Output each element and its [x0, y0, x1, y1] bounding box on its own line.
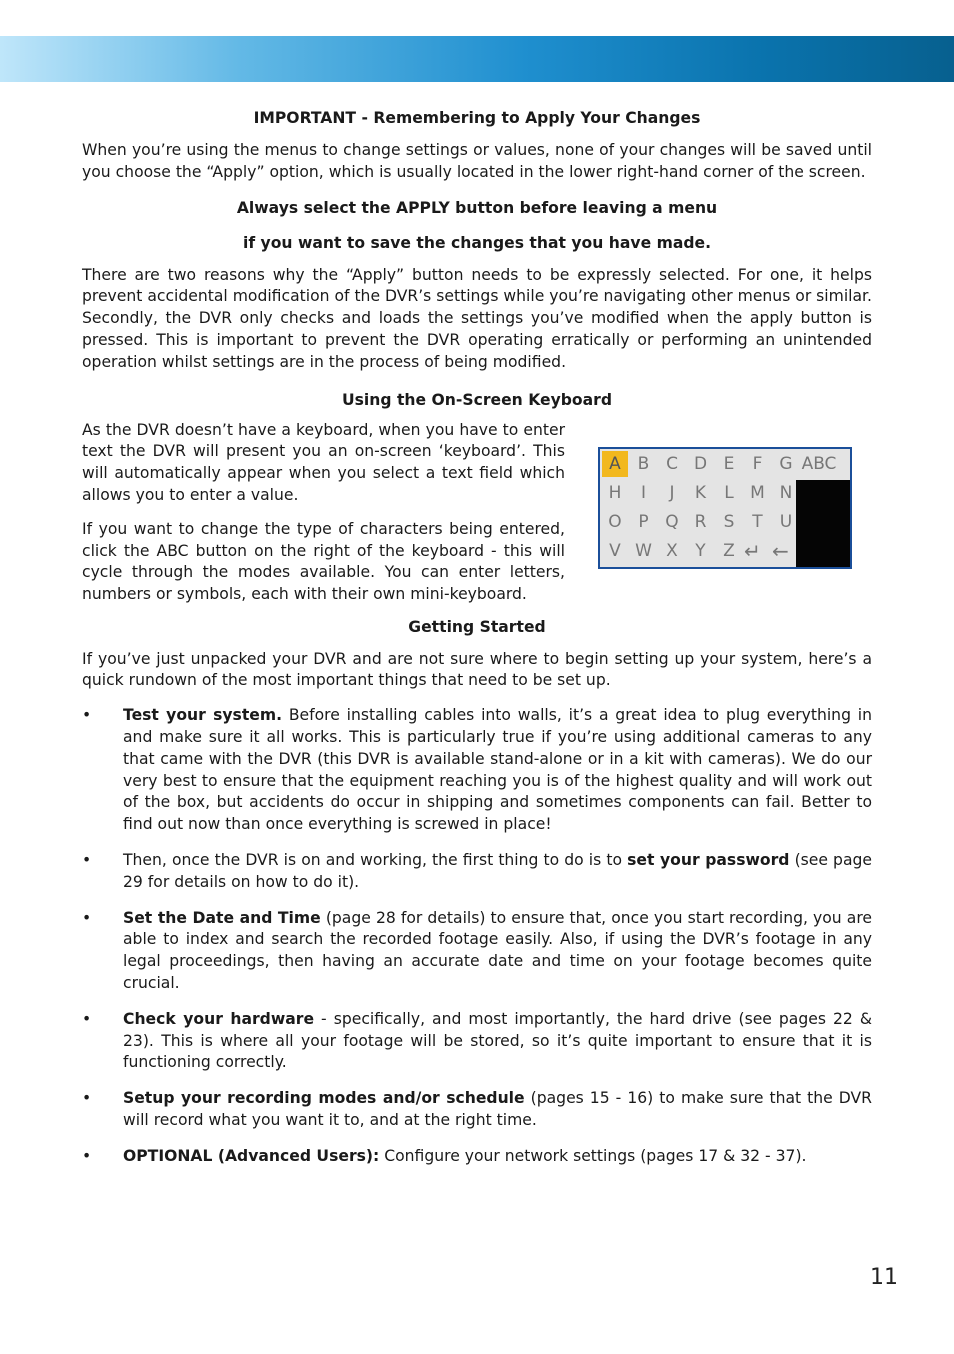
backspace-icon: ← — [772, 538, 789, 563]
keyboard-dark-panel — [796, 480, 850, 569]
bullet-bold: Setup your recording modes and/or schedule — [123, 1089, 525, 1108]
page-content — [82, 105, 872, 1182]
bullet-icon: • — [82, 1009, 92, 1028]
keyboard-key-o: O — [608, 511, 622, 532]
keyboard-key-t: T — [752, 511, 763, 532]
apply-heading: IMPORTANT - Remembering to Apply Your Changes — [253, 109, 701, 127]
keyboard-key-w: W — [635, 540, 652, 561]
apply-paragraph-2: There are two reasons why the “Apply” button needs to be expressly selected. For one, it helps prevent accidental modification of the DVR’s settings while you’re navigating other menus or similar. Secondly, the DVR only checks and loads the settings you’ve modified when the apply button is pressed. This is important to prevent the DVR operating erratically or performing an unintended operation whilst settings are in the process of being modified. — [82, 265, 872, 371]
keyboard-key-j: J — [669, 482, 675, 503]
keyboard-key-k: K — [694, 482, 707, 503]
keyboard-key-d: D — [693, 453, 708, 474]
keyboard-key-l: L — [724, 482, 734, 503]
list-item — [82, 850, 872, 894]
keyboard-key-y: Y — [695, 540, 706, 561]
getting-started-heading: Getting Started — [408, 617, 546, 636]
list-item — [82, 705, 872, 836]
keyboard-key-u: U — [779, 511, 793, 532]
bullet-text: (see page 29 for details on how to do it). — [123, 850, 873, 891]
keyboard-key-g: G — [779, 453, 793, 474]
apply-emphasis-2: if you want to save the changes that you have made. — [242, 233, 712, 252]
bullet-bold: Test your system. — [123, 706, 283, 725]
keyboard-paragraph-2: If you want to change the type of characters being entered, click the ABC button on the right of the keyboard - this will cycle through the modes available. You can enter letters, numbers or symbols, each with their own mini-keyboard. — [82, 519, 565, 604]
bullet-icon: • — [82, 1089, 92, 1108]
bullet-bold: OPTIONAL (Advanced Users): — [123, 1146, 380, 1165]
bullet-icon: • — [82, 850, 92, 869]
keyboard-key-m: M — [750, 482, 765, 503]
keyboard-key-n: N — [779, 482, 793, 503]
header-banner — [0, 36, 954, 82]
enter-icon: ↵ — [744, 538, 761, 563]
bullet-bold: Set the Date and Time — [123, 908, 321, 927]
keyboard-key-p: P — [638, 511, 649, 532]
bullet-bold: Check your hardware — [123, 1009, 315, 1028]
getting-started-list — [82, 705, 872, 1167]
page-number: 11 — [870, 1265, 898, 1290]
bullet-text: Configure your network settings (pages 17 & 32 - 37). — [379, 1146, 807, 1165]
keyboard-key-q: Q — [665, 511, 679, 532]
list-item — [82, 1146, 872, 1168]
keyboard-section — [82, 420, 872, 608]
bullet-icon: • — [82, 1146, 92, 1165]
getting-started-intro: If you’ve just unpacked your DVR and are not sure where to begin setting up your system, here’s a quick rundown of the most important things that need to be set up. — [82, 649, 872, 690]
list-item — [82, 908, 872, 995]
keyboard-key-e: E — [723, 453, 735, 474]
bullet-text: (pages 15 - 16) to make sure that the DVR will record what you want it to, and at the right time. — [123, 1089, 873, 1129]
bullet-text: (page 28 for details) to ensure that, once you start recording, you are able to index and search the recorded footage easily. Also, if using the DVR’s footage in any legal proceedings, then having an accurate date and time on your footage becomes quite crucial. — [123, 908, 872, 992]
bullet-bold: set your password — [627, 850, 790, 869]
keyboard-key-z: Z — [723, 540, 735, 561]
keyboard-key-s: S — [723, 511, 735, 532]
apply-emphasis-1: Always select the APPLY button before leaving a menu — [236, 198, 718, 217]
keyboard-key-h: H — [608, 482, 622, 503]
keyboard-heading: Using the On-Screen Keyboard — [341, 390, 613, 409]
list-item — [82, 1088, 872, 1132]
keyboard-paragraph-1: As the DVR doesn’t have a keyboard, when you have to enter text the DVR will present you an on-screen ‘keyboard’. This will automatically appear when you select a text field which allows you to enter a value. — [82, 420, 565, 504]
keyboard-key-a: A — [602, 451, 628, 477]
on-screen-keyboard-image — [598, 447, 852, 569]
keyboard-key-f: F — [752, 453, 763, 474]
bullet-text: - specifically, and most importantly, the hard drive (see pages 22 & 23). This is where all your footage will be stored, so it’s quite important to ensure that it is functioning correctly. — [123, 1009, 872, 1072]
keyboard-key-i: I — [640, 482, 646, 503]
keyboard-key-v: V — [609, 540, 621, 561]
keyboard-key-x: X — [666, 540, 678, 561]
keyboard-key-c: C — [666, 453, 678, 474]
apply-paragraph-1: When you’re using the menus to change settings or values, none of your changes will be saved until you choose the “Apply” option, which is usually located in the lower right-hand corner of the screen. — [82, 141, 872, 181]
bullet-icon: • — [82, 908, 92, 927]
keyboard-key-b: B — [637, 453, 650, 474]
bullet-icon: • — [82, 706, 92, 725]
bullet-text: Before installing cables into walls, it’s a great idea to plug everything in and make sure it all works. This is particularly true if you’re using additional cameras to any that came with the DVR (this DVR is available stand-alone or in a kit with cameras). We do our very best to ensure that the equipment reaching you is of the highest quality and will work out of the box, but accidents do occur in shipping and sometimes components can fail. Better to find out now than once everything is screwed in place! — [123, 706, 872, 834]
keyboard-text — [82, 420, 565, 606]
keyboard-abc-key: ABC — [801, 453, 837, 474]
list-item — [82, 1009, 872, 1074]
keyboard-key-r: R — [694, 511, 707, 532]
bullet-text: Then, once the DVR is on and working, the first thing to do is to — [123, 850, 628, 869]
